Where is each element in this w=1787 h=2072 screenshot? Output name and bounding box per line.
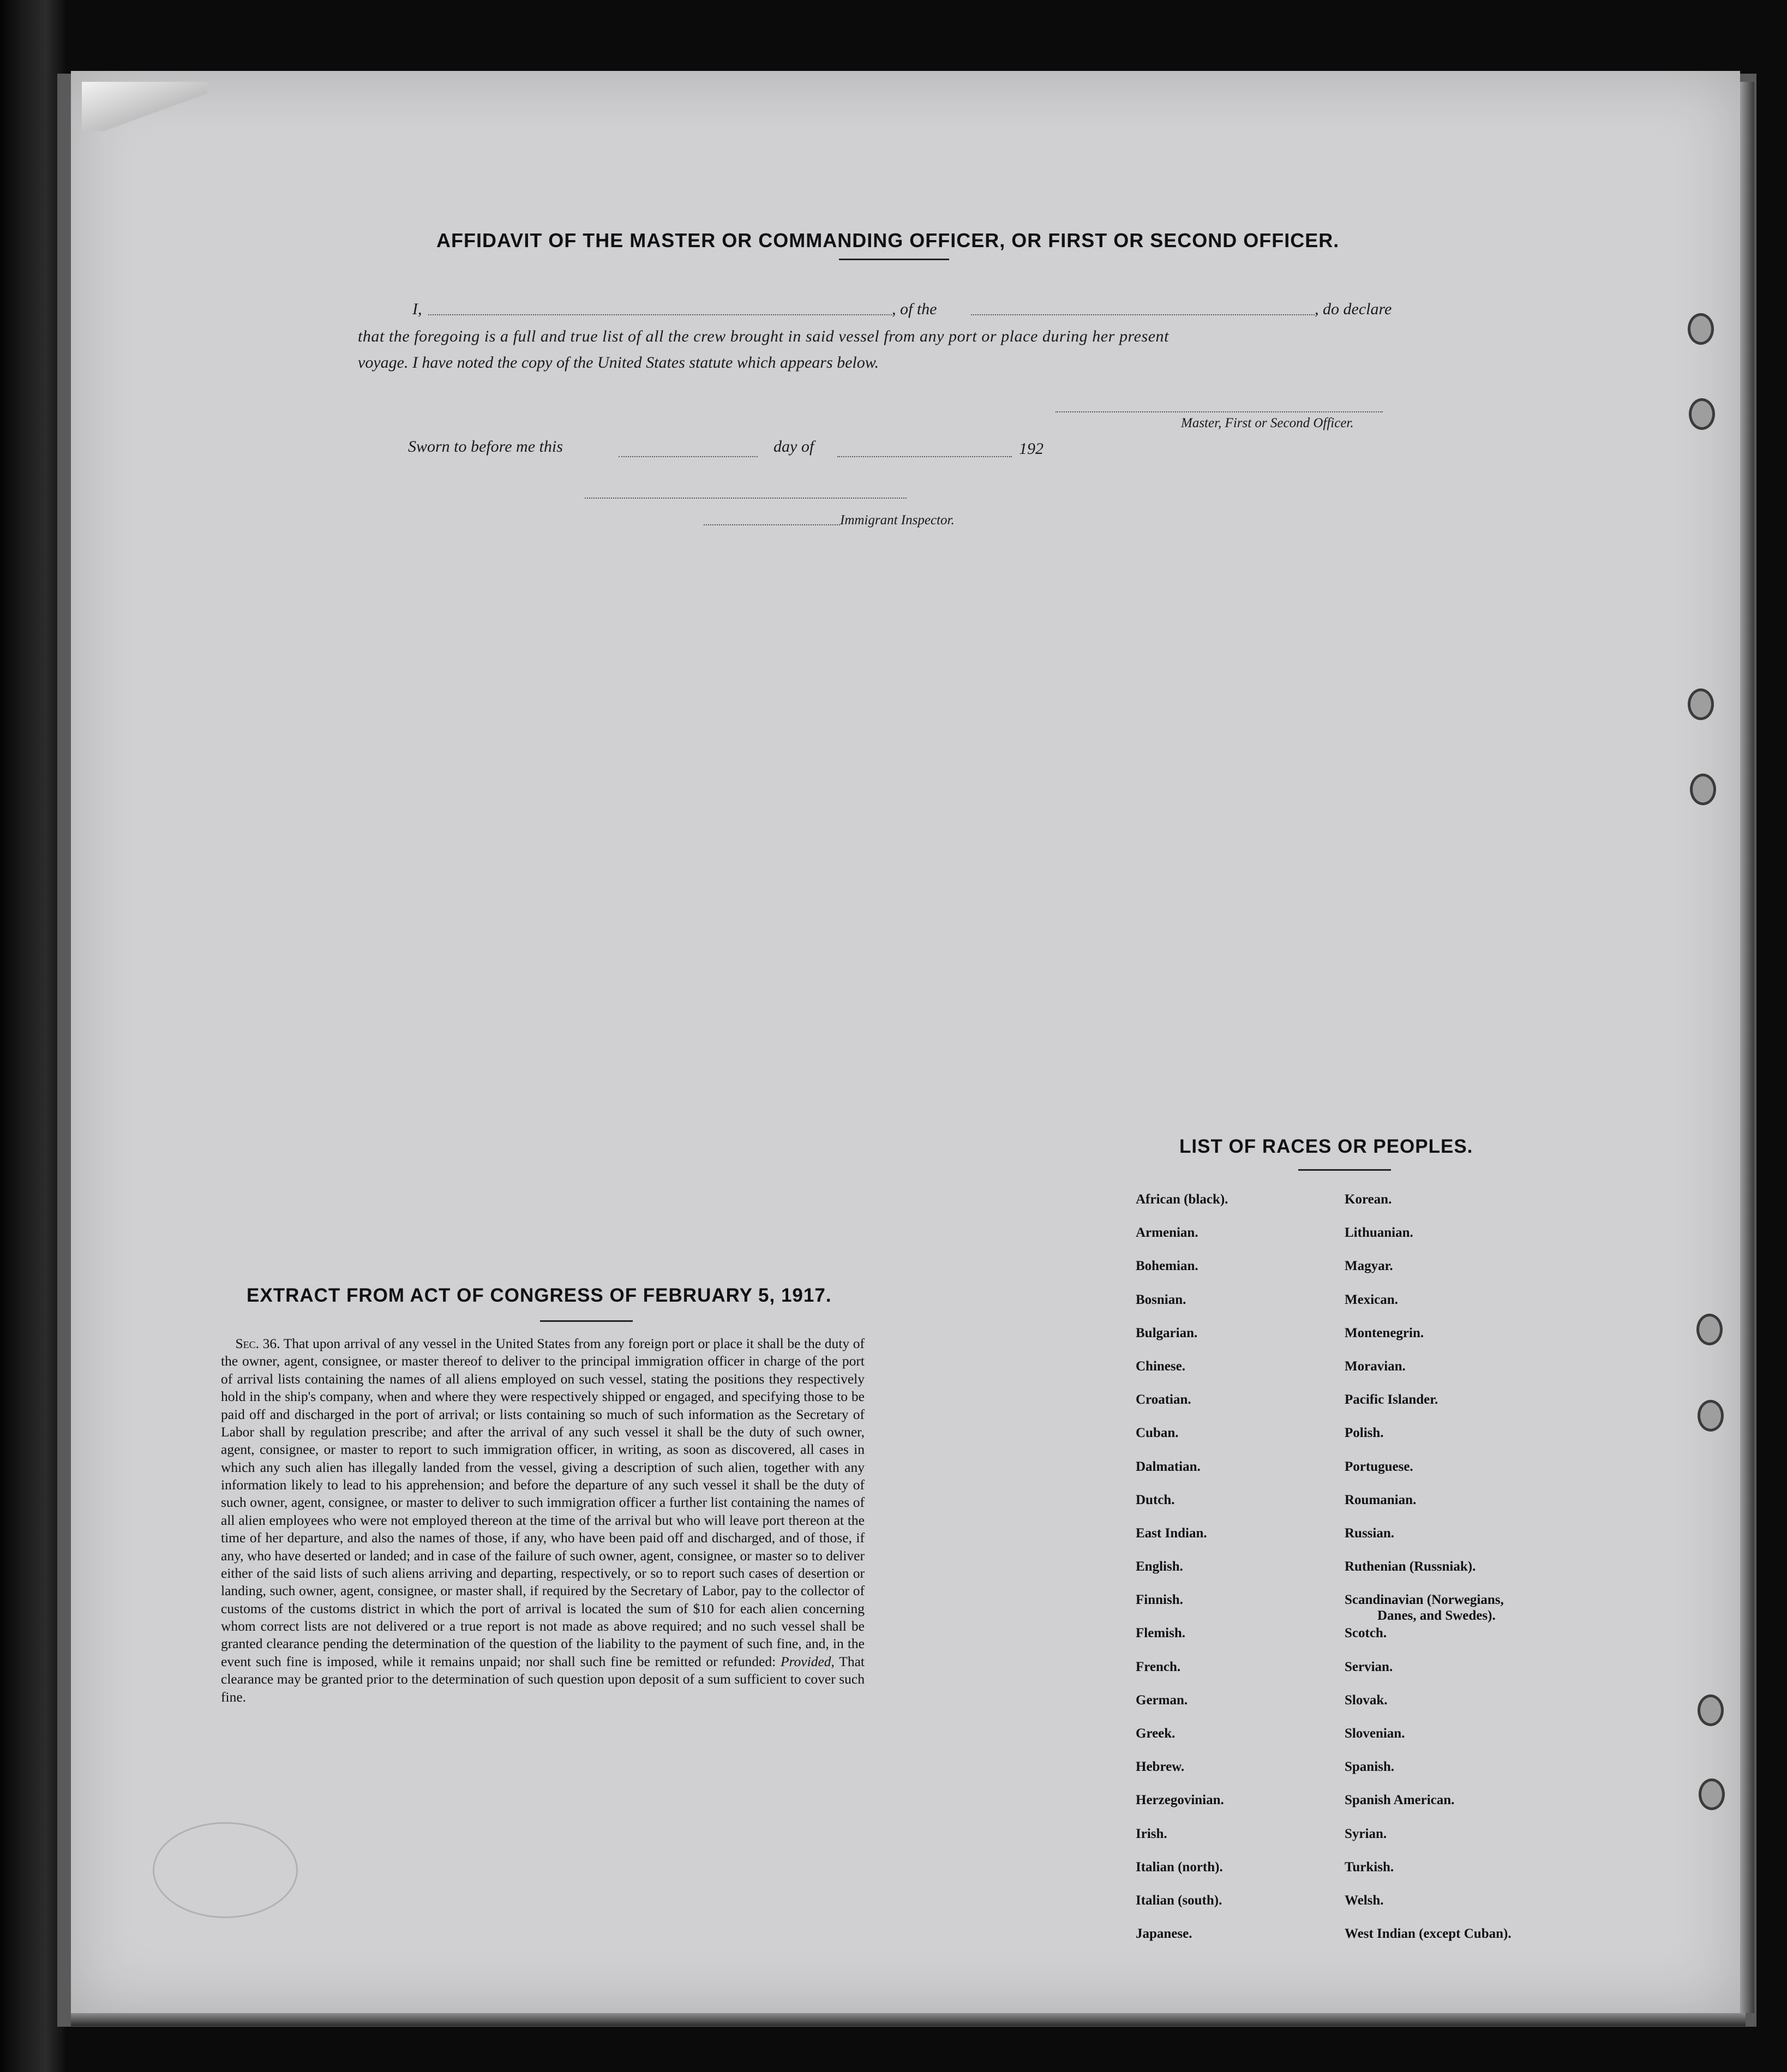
name-blank [428,314,892,315]
sworn-year: 192 [1019,440,1044,458]
binder-hole [1689,398,1715,430]
race-item: East Indian. [1136,1525,1207,1541]
race-item: Portuguese. [1345,1459,1413,1474]
race-item: Servian. [1345,1659,1393,1674]
races-underline [1298,1169,1391,1171]
race-item: West Indian (except Cuban). [1345,1926,1512,1942]
race-item: Chinese. [1136,1358,1185,1374]
race-item: Korean. [1345,1192,1392,1207]
affidavit-line1-start: I, [412,300,422,318]
binder-hole [1696,1314,1723,1345]
folded-corner [82,82,207,131]
affidavit-line1-end: , do declare [1315,300,1392,318]
race-item: Lithuanian. [1345,1225,1413,1241]
master-label: Master, First or Second Officer. [1181,416,1354,430]
inspector-signature-line [585,498,907,499]
title-underline [839,259,949,260]
sworn-text: Sworn to before me this [408,438,563,456]
race-item: Ruthenian (Russniak). [1345,1559,1476,1574]
race-item: Finnish. [1136,1592,1183,1608]
race-item-continuation: Danes, and Swedes). [1377,1608,1496,1623]
race-item: Polish. [1345,1426,1384,1441]
affidavit-line2: that the foregoing is a full and true list of all the crew brought in said vessel from any port or place during her present [358,327,1169,345]
page-edge-right [1740,82,1754,2013]
race-item: Herzegovinian. [1136,1793,1224,1808]
inspector-label: Immigrant Inspector. [840,513,955,528]
race-item: Pacific Islander. [1345,1392,1438,1408]
faint-stamp [153,1822,298,1918]
scan-border-left [0,0,65,2072]
races-column-2 [1345,1192,1596,1960]
month-blank [837,456,1012,457]
binder-hole [1698,1694,1724,1726]
race-item: Dalmatian. [1136,1459,1201,1474]
race-item: Italian (south). [1136,1893,1222,1908]
binder-hole [1688,313,1714,345]
binder-hole [1688,688,1714,720]
race-item: Bulgarian. [1136,1325,1198,1340]
race-item: Dutch. [1136,1492,1175,1507]
races-title: LIST OF RACES OR PEOPLES. [1179,1136,1473,1157]
provided-label: Provided, [781,1653,835,1669]
race-item: English. [1136,1559,1183,1574]
extract-body [221,1335,865,1706]
master-signature-line [1056,411,1383,412]
race-item: French. [1136,1659,1181,1674]
race-item: Slovenian. [1345,1726,1405,1741]
affidavit-line3: voyage. I have noted the copy of the United States statute which appears below. [358,354,879,372]
race-item: Bosnian. [1136,1292,1186,1307]
race-item: Greek. [1136,1726,1176,1741]
race-item [1345,1592,1596,1626]
race-item: Japanese. [1136,1926,1192,1942]
race-item: Scotch. [1345,1626,1387,1641]
vessel-blank [971,314,1315,315]
race-item: Irish. [1136,1826,1167,1841]
race-item: Bohemian. [1136,1259,1198,1274]
race-item: Cuban. [1136,1426,1179,1441]
race-item: Syrian. [1345,1826,1387,1841]
extract-body-part1: That upon arrival of any vessel in the United States from any foreign port or place it shall be the duty of the owner, agent, consignee, or master thereof to deliver to the principal immigration officer in charge of the port of arrival lists containing the names of all aliens employed on such vessel, stating the positions they respectively hold in the ship's company, when and where they were respectively shipped or engaged, and specifying those to be paid off and discharged in the port of arrival; or lists containing so much of such information as the Secretary of Labor shall by regulation prescribe; and after the arrival of any such vessel it shall be the duty of such owner, agent, consignee, or master to report to such immigration officer, in writing, as soon as discovered, all cases in which any such alien has illegally landed from the vessel, giving a description of such alien, together with any information likely to lead to his apprehension; and before the departure of any such vessel it shall be the duty of such owner, agent, consignee, or master to deliver to such immigration officer a further list containing the names of all alien employees who were not employed thereon at the time of the arrival but who will leave port thereon at the time of her departure, and also the names of those, if any, who have been paid off and discharged, and of those, if any, who have deserted or landed; and in case of the failure of such owner, agent, consignee, or master so to deliver either of the said lists of such aliens arriving and departing, respectively, or so to report such cases of desertion or landing, such owner, agent, consignee, or master shall, if required by the Secretary of Labor, pay to the collector of customs of the customs district in which the port of arrival is located the sum of $10 for each alien concerning whom correct lists are not delivered or a true report is not made as above required; and no such vessel shall be granted clearance pending the determination of the question of the liability to the payment of such fine, and, in the event such fine is imposed, while it remains unpaid; nor shall such fine be remitted or refunded: [221,1336,865,1669]
race-item: Spanish American. [1345,1793,1455,1808]
races-column-1 [1136,1192,1299,1960]
race-item: Moravian. [1345,1358,1406,1374]
race-item: African (black). [1136,1192,1228,1207]
race-item: Welsh. [1345,1893,1384,1908]
extract-body-part2: That clearance may be granted prior to the determination of such question upon deposit of a sum sufficient to cover such fine. [221,1653,865,1705]
affidavit-line1-mid: , of the [892,300,937,318]
race-item: Turkish. [1345,1859,1394,1875]
binder-hole [1699,1778,1725,1810]
race-item: Croatian. [1136,1392,1191,1408]
race-item: Roumanian. [1345,1492,1417,1507]
race-item: Flemish. [1136,1626,1185,1641]
race-item: German. [1136,1692,1188,1708]
race-item: Magyar. [1345,1259,1393,1274]
binder-hole [1698,1400,1724,1432]
day-blank [619,456,758,457]
page-edge-bottom [71,2013,1746,2026]
inspector-dots [704,524,840,525]
race-item: Montenegrin. [1345,1325,1424,1340]
sworn-day-of: day of [773,438,814,456]
extract-title: EXTRACT FROM ACT OF CONGRESS OF FEBRUARY 5, 1917. [247,1285,832,1306]
extract-underline [540,1320,633,1322]
race-item: Hebrew. [1136,1759,1185,1775]
race-item: Italian (north). [1136,1859,1223,1875]
section-label: Sec. 36. [235,1336,280,1351]
race-item: Slovak. [1345,1692,1388,1708]
race-item: Spanish. [1345,1759,1395,1775]
race-item: Armenian. [1136,1225,1198,1241]
binder-hole [1690,774,1716,805]
race-item: Mexican. [1345,1292,1398,1307]
affidavit-title: AFFIDAVIT OF THE MASTER OR COMMANDING OFFICER, OR FIRST OR SECOND OFFICER. [436,229,1340,251]
race-item: Russian. [1345,1525,1395,1541]
race-item-line: Scandinavian (Norwegians, [1345,1592,1504,1608]
